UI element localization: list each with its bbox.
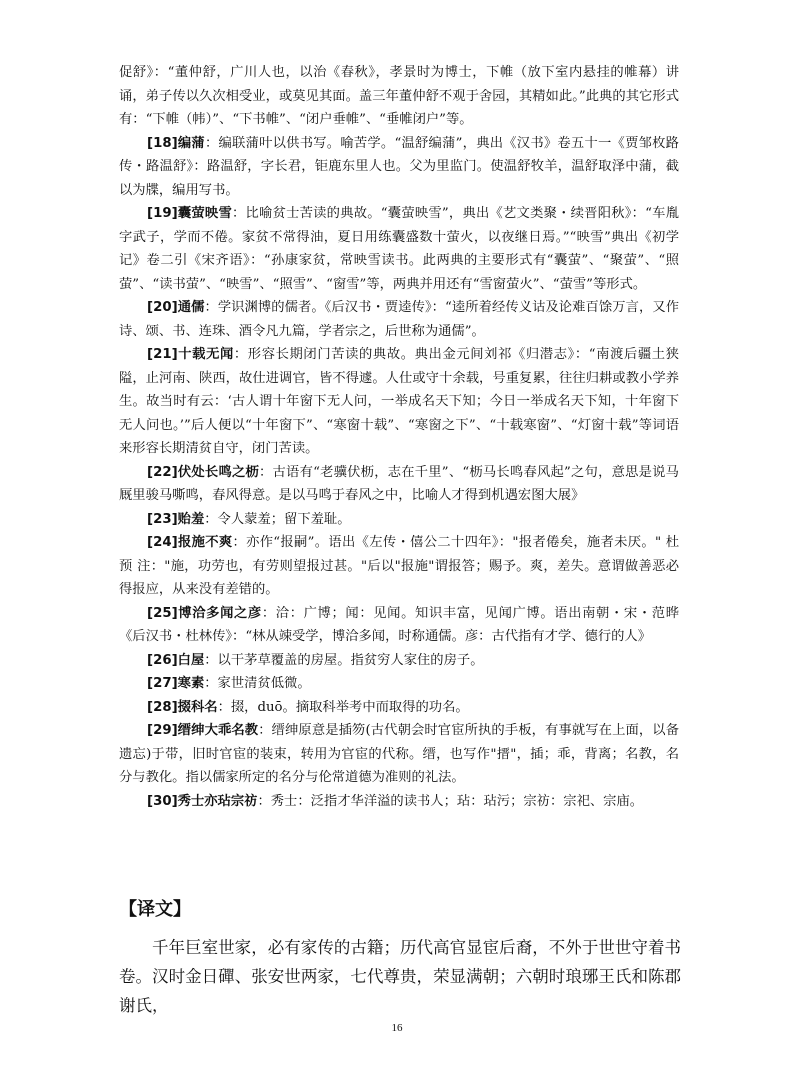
- note-text: ：秀士：泛指才华洋溢的读书人；玷：玷污；宗祊：宗祀、宗庙。: [257, 793, 644, 809]
- note-item-25: [119, 602, 679, 649]
- note-item-18: [119, 132, 679, 203]
- note-text: ：家世清贫低微。: [204, 676, 311, 691]
- note-text: ：古语有“老骥伏枥，志在千里”、“枥马长鸣春风起”之句，意思是说马厩里骏马嘶鸣，春风得意。是以马鸣于春风之中，比喻人才得到机遇宏图大展》: [119, 464, 679, 503]
- note-term: [26]白屋: [147, 652, 205, 668]
- note-item-26: [119, 649, 679, 673]
- note-item-22: [119, 461, 679, 508]
- note-term: [24]报施不爽: [147, 535, 233, 550]
- note-text: ：编联蒲叶以供书写。喻苦学。“温舒编蒲”，典出《汉书》卷五十一《贾邹枚路传・路温舒》：路温舒，字长君，钜鹿东里人也。父为里监门。使温舒牧羊，温舒取泽中蒲，截以为牒，编用写书。: [119, 135, 679, 198]
- page-number: 16: [391, 1022, 403, 1034]
- note-term: [28]掇科名: [147, 699, 218, 715]
- note-term: [25]博洽多闻之彦: [147, 605, 262, 621]
- note-term: [29]缙绅大乖名教: [147, 723, 259, 738]
- note-text: ：亦作“报嗣”。语出《左传・僖公二十四年》："报者倦矣，施者未厌。" 杜预 注："施，功劳也，有劳则望报过甚。"后以"报施"谓报答；赐予。爽，差失。意谓做善恶必得报应，从来没有差错的。: [119, 535, 679, 597]
- note-text: ：洽：广博；闻：见闻。知识丰富，见闻广博。语出南朝・宋・范晔《后汉书・杜林传》：“林从竦受学，博洽多闻，时称通儒。彦：古代指有才学、德行的人》: [119, 605, 679, 644]
- note-item-30: [119, 790, 679, 814]
- translation-section: [119, 933, 681, 1020]
- note-text: ：比喻贫士苦读的典故。“囊萤映雪”，典出《艺文类聚・续晋阳秋》：“车胤字武子，学而不倦。家贫不常得油，夏日用练囊盛数十萤火，以夜继日焉。”“映雪”典出《初学记》卷二引《宋齐语》：“孙康家贫，常映雪读书。此两典的主要形式有“囊萤”、“聚萤”、“照萤”、“读书萤”、“映雪”、“照雪”、“窗雪”等，两典并用还有“雪窗萤火”、“萤雪”等形式。: [119, 206, 679, 292]
- note-text: ：缙绅原意是插笏(古代朝会时官宦所执的手板，有事就写在上面，以备遗忘)于带，旧时官宦的装束，转用为官宦的代称。缙，也写作"搢"，插；乖，背离；名教，名分与教化。指以儒家所定的名分与伦常道德为准则的礼法。: [119, 723, 679, 785]
- note-intro: 促舒》：“董仲舒，广川人也，以治《春秋》，孝景时为博士，下帷（放下室内悬挂的帷幕）讲诵，弟子传以久次相受业，或莫见其面。盖三年董仲舒不观于舍园，其精如此。”此典的其它形式有：“下帷（帏）”、“下书帷”、“闭户垂帷”、“垂帷闭户”等。: [119, 65, 679, 127]
- note-text: ：以干茅草覆盖的房屋。指贫穷人家住的房子。: [204, 652, 484, 668]
- note-item-24: [119, 531, 679, 602]
- note-text: ：形容长期闭门苦读的典故。典出金元间刘祁《归潜志》：“南渡后疆土狭隘，止河南、陕西，故仕进调官，皆不得遽。人仕或守十余载，号重复累，往往归耕或教小学养生。故当时有云：‘古人谓十年窗下无人问，一举成名天下知；今日一举成名天下知，十年窗下无人问也。’”后人便以“十年窗下”、“寒窗十载”、“寒窗之下”、“十载寒窗”、“灯窗十载”等词语来形容长期清贫自守，闭门苦读。: [119, 347, 679, 456]
- note-term: [27]寒素: [147, 676, 205, 691]
- note-text: ：学识渊博的儒者。《后汉书・贾逵传》：“逵所着经传义诂及论难百馀万言，又作诗、颂、书、连珠、酒令凡九篇，学者宗之，后世称为通儒”。: [119, 300, 679, 339]
- note-item-23: [119, 508, 679, 532]
- note-text: ：令人蒙羞；留下羞耻。: [204, 511, 351, 527]
- note-item-20: [119, 296, 679, 343]
- translation-heading: 【译文】: [119, 899, 191, 920]
- note-term: [20]通儒: [147, 300, 205, 315]
- note-term: [23]贻羞: [147, 511, 205, 527]
- translation-text: 千年巨室世家，必有家传的古籍；历代高官显宦后裔，不外于世世守着书卷。汉时金日磾、张安世两家，七代尊贵，荣显满朝；六朝时琅琊王氏和陈郡谢氏，: [119, 938, 681, 1015]
- note-term: [22]伏处长鸣之枥: [147, 464, 260, 480]
- note-item-29: [119, 719, 679, 790]
- note-term: [19]囊萤映雪: [147, 206, 232, 221]
- note-text: ：掇，duō。摘取科举考中而取得的功名。: [217, 699, 469, 715]
- note-term: [18]编蒲: [147, 135, 205, 151]
- note-item-19: [119, 202, 679, 296]
- note-item-21: [119, 343, 679, 461]
- note-term: [30]秀士亦玷宗祊: [147, 793, 258, 809]
- note-term: [21]十载无闻: [147, 347, 234, 362]
- note-item-28: [119, 696, 679, 720]
- notes-section: [119, 61, 679, 813]
- note-item-27: [119, 672, 679, 696]
